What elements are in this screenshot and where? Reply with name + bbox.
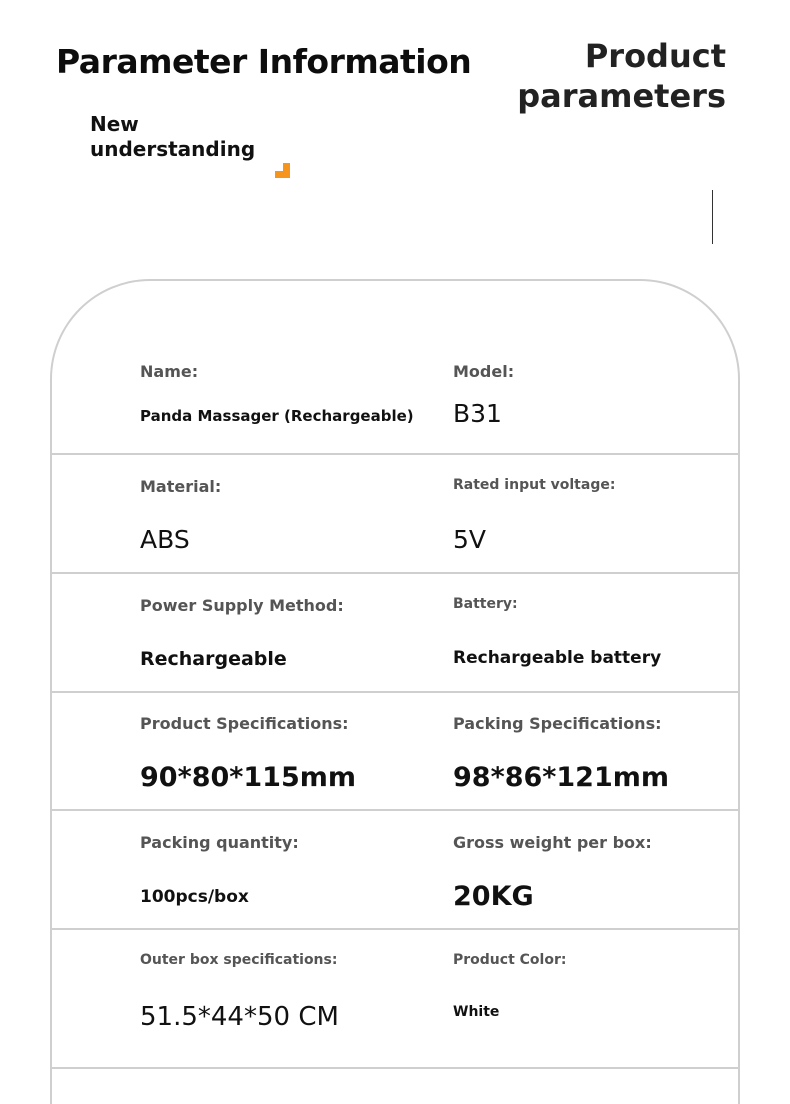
param-label: Name: <box>140 362 199 381</box>
param-cell <box>140 930 440 1067</box>
param-value: 98*86*121mm <box>453 762 670 793</box>
param-row <box>50 811 740 930</box>
param-value: Rechargeable battery <box>453 648 662 668</box>
param-value: 90*80*115mm <box>140 762 357 793</box>
page-title: Parameter Information <box>56 42 472 81</box>
param-label: Packing Specifications: <box>453 714 662 733</box>
param-cell <box>453 811 733 928</box>
param-cell <box>453 692 733 809</box>
corner-accent-icon <box>275 163 290 178</box>
param-value: Rechargeable <box>140 648 287 670</box>
param-row <box>50 574 740 693</box>
param-cell <box>140 692 440 809</box>
param-cell <box>453 574 733 691</box>
param-value: ABS <box>140 525 190 554</box>
param-value: 5V <box>453 525 487 554</box>
param-label: Outer box specifications: <box>140 952 338 968</box>
param-row <box>50 455 740 574</box>
param-label: Model: <box>453 362 515 381</box>
param-label: Material: <box>140 477 222 496</box>
param-cell <box>453 279 733 453</box>
param-label: Rated input voltage: <box>453 477 616 493</box>
param-cell <box>140 574 440 691</box>
param-label: Product Color: <box>453 952 567 968</box>
param-cell <box>453 455 733 572</box>
param-label: Battery: <box>453 596 518 612</box>
param-value: Panda Massager (Rechargeable) <box>140 407 414 425</box>
param-value: 100pcs/box <box>140 887 249 907</box>
param-cell <box>140 279 440 453</box>
param-cell <box>453 930 733 1067</box>
page-subtitle: New understanding <box>90 112 256 161</box>
divider-line <box>712 190 713 244</box>
param-label: Power Supply Method: <box>140 596 344 615</box>
param-row <box>50 279 740 455</box>
param-cell <box>140 455 440 572</box>
param-cell <box>140 811 440 928</box>
param-value: B31 <box>453 399 502 428</box>
param-row <box>50 692 740 811</box>
section-title: Product parameters <box>517 37 726 115</box>
param-value: White <box>453 1004 500 1020</box>
param-value: 20KG <box>453 881 534 912</box>
param-row <box>50 930 740 1069</box>
param-label: Gross weight per box: <box>453 833 652 852</box>
param-value: 51.5*44*50 CM <box>140 1002 339 1032</box>
param-label: Packing quantity: <box>140 833 299 852</box>
param-label: Product Specifications: <box>140 714 349 733</box>
